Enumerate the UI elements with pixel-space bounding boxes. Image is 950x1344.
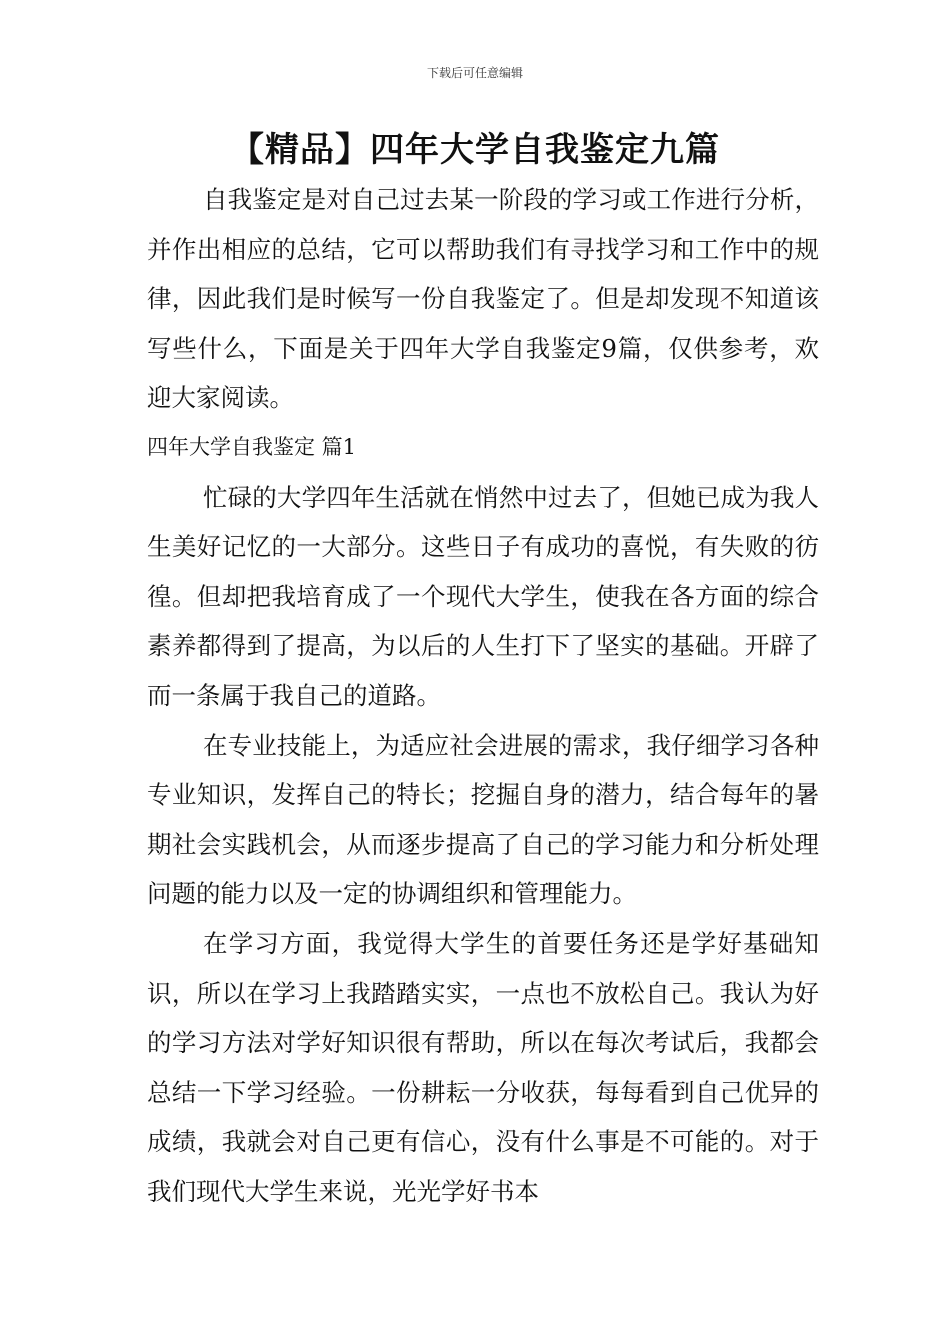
section-heading: 四年大学自我鉴定 篇1	[147, 434, 357, 459]
intro-paragraph: 自我鉴定是对自己过去某一阶段的学习或工作进行分析，并作出相应的总结，它可以帮助我们有寻找学习和工作中的规律，因此我们是时候写一份自我鉴定了。但是却发现不知道该写些什么，下面是关于四年大学自我鉴定9篇，仅供参考，欢迎大家阅读。	[147, 185, 819, 413]
body-paragraph: 忙碌的大学四年生活就在悄然中过去了，但她已成为我人生美好记忆的一大部分。这些日子有成功的喜悦，有失败的彷徨。但却把我培育成了一个现代大学生，使我在各方面的综合素养都得到了提高，为以后的人生打下了坚实的基础。开辟了而一条属于我自己的道路。	[147, 482, 819, 710]
body-paragraph: 在学习方面，我觉得大学生的首要任务还是学好基础知识，所以在学习上我踏踏实实，一点也不放松自己。我认为好的学习方法对学好知识很有帮助，所以在每次考试后，我都会总结一下学习经验。一份耕耘一分收获，每每看到自己优异的成绩，我就会对自己更有信心，没有什么事是不可能的。对于我们现代大学生来说，光光学好书本	[147, 928, 819, 1206]
page-header-note: 下载后可任意编辑	[426, 66, 523, 80]
body-paragraph: 在专业技能上，为适应社会进展的需求，我仔细学习各种专业知识，发挥自己的特长；挖掘自身的潜力，结合每年的暑期社会实践机会，从而逐步提高了自己的学习能力和分析处理问题的能力以及一定的协调组织和管理能力。	[147, 730, 819, 909]
document-body	[147, 175, 819, 1216]
document-title: 【精品】四年大学自我鉴定九篇	[230, 130, 720, 170]
